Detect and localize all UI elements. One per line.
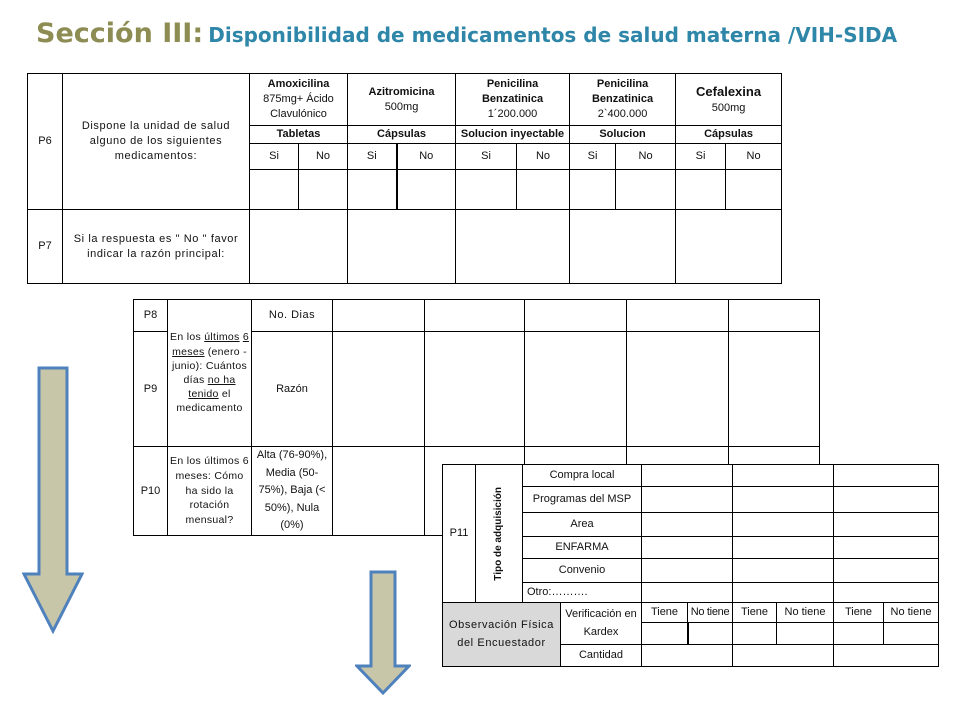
down-arrow-icon — [22, 366, 84, 634]
answer-cell[interactable] — [616, 170, 676, 210]
p10-code: P10 — [134, 447, 168, 536]
answer-cell[interactable] — [456, 170, 517, 210]
acq-cell[interactable] — [834, 537, 939, 559]
kardex-cell[interactable] — [642, 623, 688, 645]
yes-label: Si — [570, 144, 616, 170]
reason-cell[interactable] — [250, 210, 348, 284]
med-name: Azitromicina — [368, 85, 435, 98]
acq-cell[interactable] — [642, 537, 733, 559]
answer-cell[interactable] — [726, 170, 782, 210]
answer-cell[interactable] — [517, 170, 570, 210]
p9-label: Razón — [252, 332, 333, 447]
med-header-penicilina-2 — [570, 74, 676, 126]
days-cell[interactable] — [729, 300, 820, 332]
kardex-cell[interactable] — [733, 623, 777, 645]
med-form: Solucion inyectable — [456, 126, 570, 144]
acq-cell[interactable] — [733, 537, 834, 559]
answer-cell[interactable] — [250, 170, 299, 210]
acq-cell[interactable] — [834, 487, 939, 513]
p8-p9-question — [168, 300, 252, 447]
observation-label: Observación Física del Encuestador — [443, 603, 561, 667]
section-subtitle: Disponibilidad de medicamentos de salud materna /VIH-SIDA — [208, 23, 898, 47]
no-label: No — [397, 144, 456, 170]
acq-option-other: Otro:………. — [523, 583, 642, 603]
p8-code: P8 — [134, 300, 168, 332]
answer-cell[interactable] — [348, 170, 397, 210]
med-dose: 1´200.000 — [487, 107, 538, 120]
question-text: (enero -junio): Cuántos días — [171, 345, 248, 386]
p10-scale: Alta (76-90%), Media (50-75%), Baja (< 50%), Nula (0%) — [252, 447, 333, 536]
reason-cell[interactable] — [525, 332, 627, 447]
cantidad-label: Cantidad — [561, 645, 642, 667]
yes-label: Si — [676, 144, 726, 170]
rotation-cell[interactable] — [333, 447, 425, 536]
answer-cell[interactable] — [676, 170, 726, 210]
acq-cell[interactable] — [642, 583, 733, 603]
kardex-cell[interactable] — [688, 623, 733, 645]
med-header-cefalexina — [676, 74, 782, 126]
days-cell[interactable] — [627, 300, 729, 332]
kardex-cell[interactable] — [884, 623, 939, 645]
acq-cell[interactable] — [733, 583, 834, 603]
reason-cell[interactable] — [676, 210, 782, 284]
med-dose: 2`400.000 — [597, 107, 648, 120]
yes-label: Si — [456, 144, 517, 170]
med-header-azitromicina — [348, 74, 456, 126]
answer-cell[interactable] — [299, 170, 348, 210]
days-cell[interactable] — [425, 300, 525, 332]
p9-code: P9 — [134, 332, 168, 447]
days-cell[interactable] — [525, 300, 627, 332]
acq-cell[interactable] — [733, 487, 834, 513]
no-tiene-label: No tiene — [884, 603, 939, 623]
cantidad-cell[interactable] — [834, 645, 939, 667]
p6-code: P6 — [28, 74, 63, 210]
acq-cell[interactable] — [733, 465, 834, 487]
answer-cell[interactable] — [570, 170, 616, 210]
acq-cell[interactable] — [642, 487, 733, 513]
p11-label: Tipo de adquisición — [493, 486, 505, 581]
med-header-penicilina-1 — [456, 74, 570, 126]
tiene-label: Tiene — [733, 603, 777, 623]
med-header-amoxicilina — [250, 74, 348, 126]
p7-code: P7 — [28, 210, 63, 284]
med-name: Penicilina Benzatinica — [591, 78, 654, 106]
med-dose: 500mg — [711, 101, 746, 114]
med-form: Solucion — [570, 126, 676, 144]
reason-cell[interactable] — [425, 332, 525, 447]
acq-option: Compra local — [523, 465, 642, 487]
p10-question: En los últimos 6 meses: Cómo ha sido la rotación mensual? — [168, 447, 252, 536]
cantidad-cell[interactable] — [733, 645, 834, 667]
p6-question: Dispone la unidad de salud alguno de los siguientes medicamentos: — [63, 74, 250, 210]
yes-label: Si — [250, 144, 299, 170]
med-name: Penicilina Benzatinica — [481, 78, 544, 106]
med-dose: 500mg — [384, 100, 419, 113]
question-text: el medicamento — [176, 388, 243, 415]
med-form: Tabletas — [250, 126, 348, 144]
tiene-label: Tiene — [834, 603, 884, 623]
days-cell[interactable] — [333, 300, 425, 332]
acq-cell[interactable] — [733, 513, 834, 537]
no-label: No — [299, 144, 348, 170]
kardex-cell[interactable] — [777, 623, 834, 645]
no-tiene-label: No tiene — [777, 603, 834, 623]
no-label: No — [517, 144, 570, 170]
acq-option: Convenio — [523, 559, 642, 583]
down-arrow-icon — [355, 570, 411, 696]
acq-option: ENFARMA — [523, 537, 642, 559]
acq-option: Area — [523, 513, 642, 537]
p11-label-cell — [476, 465, 523, 603]
acq-cell[interactable] — [642, 559, 733, 583]
question-text: 6 meses — [172, 331, 249, 358]
verification-label: Verificación en Kardex — [561, 603, 642, 645]
acquisition-table — [442, 464, 939, 667]
acq-cell[interactable] — [834, 583, 939, 603]
yes-label: Si — [348, 144, 397, 170]
acq-cell[interactable] — [642, 513, 733, 537]
acq-cell[interactable] — [834, 465, 939, 487]
reason-cell[interactable] — [348, 210, 456, 284]
question-text: últimos — [204, 331, 240, 344]
reason-cell[interactable] — [333, 332, 425, 447]
tiene-label: Tiene — [642, 603, 688, 623]
question-text: no ha tenido — [188, 374, 236, 401]
question-text: En los — [170, 331, 205, 344]
answer-cell[interactable] — [397, 170, 456, 210]
cantidad-cell[interactable] — [642, 645, 733, 667]
reason-cell[interactable] — [456, 210, 570, 284]
no-tiene-label: No tiene — [688, 603, 733, 623]
p8-label: No. Dias — [252, 300, 333, 332]
med-name: Amoxicilina — [267, 78, 330, 91]
med-dose: 875mg+ Ácido Clavulónico — [263, 93, 334, 120]
kardex-cell[interactable] — [834, 623, 884, 645]
med-form: Cápsulas — [348, 126, 456, 144]
medicines-table — [27, 73, 782, 284]
no-label: No — [726, 144, 782, 170]
no-label: No — [616, 144, 676, 170]
acq-cell[interactable] — [642, 465, 733, 487]
reason-cell[interactable] — [570, 210, 676, 284]
p11-code: P11 — [443, 465, 476, 603]
acq-cell[interactable] — [834, 559, 939, 583]
section-title: Sección III: — [36, 18, 204, 49]
page-title — [36, 18, 946, 49]
acq-cell[interactable] — [733, 559, 834, 583]
med-form: Cápsulas — [676, 126, 782, 144]
med-name: Cefalexina — [696, 84, 762, 100]
reason-cell[interactable] — [627, 332, 729, 447]
reason-cell[interactable] — [729, 332, 820, 447]
acq-option: Programas del MSP — [523, 487, 642, 513]
p7-question: Si la respuesta es " No " favor indicar la razón principal: — [63, 210, 250, 284]
acq-cell[interactable] — [834, 513, 939, 537]
